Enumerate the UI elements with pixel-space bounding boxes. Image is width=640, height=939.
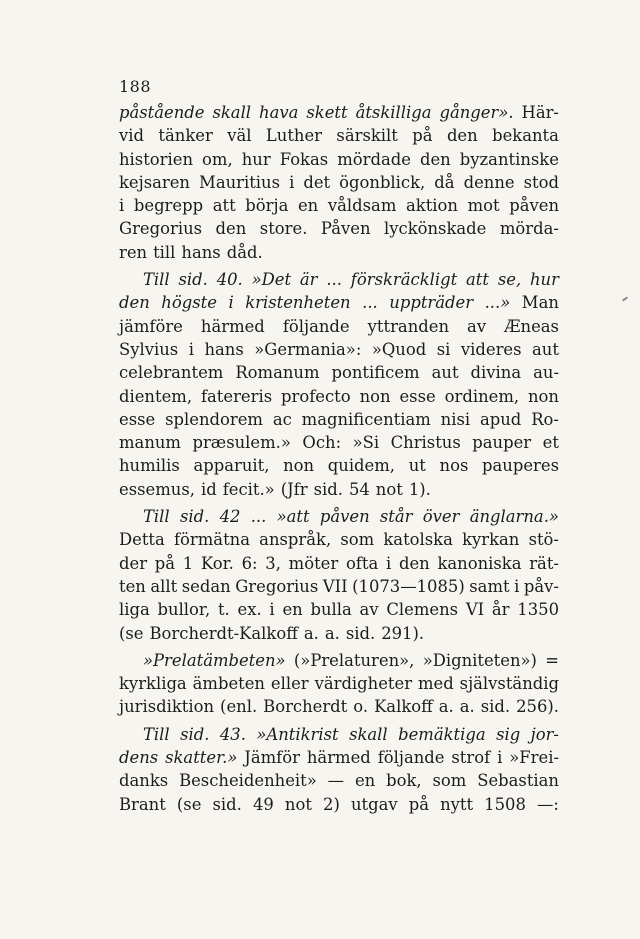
text-line: [119, 695, 559, 718]
word: 49: [252, 794, 274, 814]
word: Ro-: [531, 409, 559, 429]
word: tänker: [158, 126, 213, 146]
word: i: [514, 576, 520, 596]
word: Och:: [302, 433, 342, 453]
word: sid.: [313, 479, 343, 499]
word: præsulem.»: [192, 433, 291, 453]
word: aut: [532, 339, 559, 359]
word: på: [412, 126, 433, 146]
margin-mark: [622, 296, 628, 301]
word: liga: [119, 600, 150, 620]
italic-word: 42: [219, 507, 241, 527]
word: Borcherdt-Kalkoff: [149, 623, 298, 643]
word: nisi: [440, 409, 471, 429]
italic-word: Till: [143, 270, 170, 290]
word: a.: [324, 623, 340, 643]
italic-word: »Antikrist: [256, 724, 339, 744]
word: till: [153, 242, 176, 262]
word: år: [491, 600, 510, 620]
word: kanoniska: [437, 553, 522, 573]
word: o.: [353, 697, 369, 717]
word: bulla: [310, 600, 352, 620]
text-line: [119, 723, 559, 746]
text-line: [119, 552, 559, 575]
italic-word: förskräckligt: [350, 270, 458, 290]
word: stö-: [528, 530, 559, 550]
body-text: [119, 101, 559, 816]
word: ordinem,: [444, 386, 520, 406]
italic-word: sid.: [180, 724, 210, 744]
text-line: [119, 315, 559, 338]
italic-word: ...: [326, 270, 342, 290]
text-line: [119, 148, 559, 171]
italic-word: över: [422, 507, 460, 527]
text-line: [119, 431, 559, 454]
word: kejsaren: [119, 172, 190, 192]
word: ögonblick,: [339, 172, 426, 192]
word: ex.: [237, 600, 262, 620]
word: den: [215, 219, 247, 239]
italic-word: 43.: [219, 724, 246, 744]
word: en: [282, 600, 303, 620]
word: quidem,: [327, 456, 396, 476]
word: fatereris: [200, 386, 273, 406]
italic-word: sid.: [179, 507, 210, 527]
italic-word: Till: [143, 507, 170, 527]
word: ac: [272, 409, 292, 429]
italic-word: gånger».: [439, 103, 514, 122]
word: historien: [119, 149, 193, 169]
italic-word: hava: [259, 103, 299, 122]
italic-word: påstående: [119, 103, 205, 122]
word: danks: [119, 771, 169, 791]
word: Sylvius: [119, 339, 179, 359]
word: splendorem: [165, 409, 263, 429]
word: »Digniteten»): [422, 650, 537, 670]
italic-word: »att: [276, 507, 310, 527]
word: Borcherdt: [263, 697, 348, 717]
word: då: [434, 172, 455, 192]
word: et: [542, 433, 559, 453]
word: i: [385, 553, 392, 573]
word: (se: [119, 623, 144, 643]
word: 1350: [517, 600, 559, 620]
italic-word: ...: [362, 293, 378, 313]
text-line: [119, 575, 559, 598]
word: självständig: [459, 674, 559, 694]
italic-word: kristenheten: [245, 293, 351, 313]
word: store.: [259, 219, 308, 239]
word: anspråk,: [259, 530, 332, 550]
word: på: [154, 553, 176, 573]
italic-word: se,: [497, 270, 522, 290]
word: Kor.: [200, 553, 234, 573]
word: apud: [479, 409, 522, 429]
italic-word: den: [119, 293, 150, 313]
word: bok,: [386, 771, 422, 791]
word: not: [375, 479, 403, 499]
italic-word: sid.: [178, 270, 208, 290]
text-line: [119, 385, 559, 408]
word: esse: [119, 409, 156, 429]
word: non: [528, 386, 559, 406]
italic-word: att: [466, 270, 489, 290]
word: 54: [348, 479, 370, 499]
word: väl: [227, 126, 252, 146]
word: nytt: [440, 794, 474, 814]
word: bekanta: [492, 126, 559, 146]
word: profecto: [281, 386, 351, 406]
word: »Germania»:: [254, 339, 362, 359]
word: dientem,: [119, 386, 193, 406]
word: 1508: [484, 794, 526, 814]
italic-word: skett: [306, 103, 348, 122]
word: 256).: [516, 697, 559, 717]
word: utgav: [350, 794, 398, 814]
word: a.: [303, 623, 319, 643]
word: våldsam: [327, 196, 397, 216]
word: (se: [176, 794, 202, 814]
word: divina: [470, 363, 522, 383]
word: VI: [465, 600, 485, 620]
word: härmed: [200, 316, 265, 336]
italic-word: jor-: [530, 724, 559, 744]
word: hur: [241, 149, 271, 169]
word: lyckönskade: [384, 219, 487, 239]
text-block: [119, 72, 559, 816]
word: non: [283, 456, 315, 476]
word: samt: [469, 576, 510, 596]
word: allt: [150, 576, 178, 596]
word: der: [119, 553, 148, 573]
word: celebrantem: [119, 363, 224, 383]
italic-word: dens: [119, 748, 159, 768]
word: (enl.: [220, 697, 258, 717]
word: manum: [119, 433, 181, 453]
word: Jämför: [244, 748, 300, 768]
word: 291).: [381, 623, 425, 643]
text-line: [119, 241, 559, 264]
word: hans: [181, 242, 221, 262]
word: Kalkoff: [374, 697, 433, 717]
word: att: [212, 196, 236, 216]
italic-word: »Prelatämbeten»: [143, 650, 286, 670]
word: pauper: [472, 433, 532, 453]
text-line: [119, 478, 559, 501]
word: rät-: [529, 553, 559, 573]
word: 6:: [241, 553, 258, 573]
text-line: [119, 171, 559, 194]
word: 1: [182, 553, 194, 573]
word: magnificentiam: [301, 409, 431, 429]
italic-word: »Det: [251, 270, 292, 290]
word: bullor,: [157, 600, 211, 620]
word: värdigheter: [314, 674, 413, 694]
word: begrepp: [133, 196, 204, 216]
text-line: [119, 101, 559, 124]
word: den: [398, 553, 430, 573]
word: mörda-: [499, 219, 559, 239]
text-line: [119, 338, 559, 361]
word: not: [284, 794, 312, 814]
italic-word: i: [228, 293, 234, 313]
word: Gregorius: [119, 219, 203, 239]
word: Æneas: [504, 316, 559, 336]
word: som: [432, 771, 467, 791]
word: den: [446, 126, 478, 146]
word: 3,: [265, 553, 281, 573]
word: Detta: [119, 530, 165, 550]
italic-word: skall: [212, 103, 252, 122]
word: id: [200, 479, 217, 499]
text-line: [119, 194, 559, 217]
word: si: [436, 339, 451, 359]
word: (»Prelaturen»,: [293, 650, 415, 670]
word: ren: [119, 242, 148, 262]
word: av: [467, 316, 487, 336]
word: ut: [408, 456, 426, 476]
word: —: [327, 771, 345, 791]
text-line: [119, 793, 559, 816]
italic-word: änglarna.»: [469, 507, 559, 527]
word: Romanum: [235, 363, 320, 383]
italic-word: är: [299, 270, 318, 290]
word: denne: [463, 172, 515, 192]
word: esse: [399, 386, 436, 406]
word: stod: [523, 172, 559, 192]
word: följande: [282, 316, 350, 336]
italic-word: 40.: [216, 270, 243, 290]
word: Bescheidenheit»: [179, 771, 317, 791]
word: mot: [467, 196, 500, 216]
italic-word: påven: [319, 507, 370, 527]
word: i: [119, 196, 125, 216]
italic-word: skatter.»: [165, 748, 238, 768]
word: Sebastian: [477, 771, 559, 791]
word: sid.: [212, 794, 242, 814]
italic-word: uppträder: [389, 293, 474, 313]
word: »Frei-: [509, 748, 559, 768]
word: ofta: [345, 553, 379, 573]
word: i: [188, 339, 194, 359]
word: med: [417, 674, 454, 694]
word: pauperes: [482, 456, 559, 476]
word: a.: [459, 697, 475, 717]
word: förmätna: [173, 530, 250, 550]
word: av: [359, 600, 379, 620]
text-line: [119, 268, 559, 291]
word: kyrkliga: [119, 674, 187, 694]
word: —:: [536, 794, 559, 814]
text-line: [119, 454, 559, 477]
word: börja: [245, 196, 289, 216]
word: t.: [217, 600, 230, 620]
word: Fokas: [279, 149, 329, 169]
word: ten: [119, 576, 146, 596]
word: dåd.: [226, 242, 263, 262]
word: a.: [438, 697, 454, 717]
word: i: [269, 600, 275, 620]
word: (1073—1085): [352, 576, 465, 596]
text-line: [119, 217, 559, 240]
text-line: [119, 408, 559, 431]
word: apparuit,: [193, 456, 270, 476]
word: jämföre: [119, 316, 183, 336]
word: byzantinske: [459, 149, 559, 169]
word: aktion: [406, 196, 458, 216]
word: som: [340, 530, 375, 550]
word: 2): [323, 794, 340, 814]
word: nos: [439, 456, 469, 476]
italic-word: bemäktiga: [398, 724, 486, 744]
word: »Quod: [371, 339, 427, 359]
text-line: [119, 291, 559, 314]
word: strof: [451, 748, 491, 768]
word: »Si: [352, 433, 380, 453]
word: aut: [431, 363, 459, 383]
word: vid: [119, 126, 144, 146]
word: Här-: [521, 103, 559, 122]
italic-word: skall: [349, 724, 388, 744]
word: kyrkan: [462, 530, 520, 550]
word: en: [297, 196, 319, 216]
word: följande: [377, 748, 445, 768]
word: 1).: [408, 479, 431, 499]
word: pontificem: [331, 363, 420, 383]
word: au-: [533, 363, 559, 383]
word: möter: [288, 553, 339, 573]
word: videres: [460, 339, 522, 359]
word: påven: [509, 196, 559, 216]
word: yttranden: [367, 316, 450, 336]
word: i: [497, 748, 503, 768]
italic-word: åtskilliga: [355, 103, 432, 122]
text-line: [119, 649, 559, 672]
text-line: [119, 528, 559, 551]
word: på: [408, 794, 429, 814]
word: den: [419, 149, 451, 169]
italic-word: högste: [161, 293, 217, 313]
word: påv-: [523, 576, 559, 596]
word: Påven: [320, 219, 371, 239]
italic-word: Till: [143, 724, 170, 744]
word: Man: [521, 293, 559, 313]
text-line: [119, 124, 559, 147]
page-number: 188: [119, 77, 152, 96]
text-line: [119, 622, 559, 645]
word: fecit.»: [222, 479, 275, 499]
text-line: [119, 769, 559, 792]
word: Gregorius: [235, 576, 319, 596]
word: =: [545, 650, 559, 670]
word: non: [359, 386, 391, 406]
text-line: [119, 361, 559, 384]
word: sedan: [181, 576, 231, 596]
text-line: [119, 672, 559, 695]
word: humilis: [119, 456, 180, 476]
word: sid.: [345, 623, 376, 643]
word: Mauritius: [199, 172, 281, 192]
word: Luther: [265, 126, 323, 146]
text-line: [119, 746, 559, 769]
text-line: [119, 505, 559, 528]
word: särskilt: [336, 126, 398, 146]
word: Brant: [119, 794, 166, 814]
italic-word: sig: [496, 724, 521, 744]
word: essemus,: [119, 479, 195, 499]
word: VII: [322, 576, 348, 596]
italic-word: ...»: [484, 293, 511, 313]
word: härmed: [306, 748, 371, 768]
word: Christus: [390, 433, 461, 453]
word: i: [289, 172, 295, 192]
word: Clemens: [386, 600, 459, 620]
word: ämbeten: [192, 674, 265, 694]
italic-word: står: [379, 507, 413, 527]
text-line: [119, 598, 559, 621]
word: (Jfr: [280, 479, 308, 499]
word: mördade: [337, 149, 411, 169]
word: jurisdiktion: [119, 697, 215, 717]
italic-word: ...: [250, 507, 267, 527]
italic-word: hur: [529, 270, 559, 290]
word: sid.: [480, 697, 511, 717]
word: en: [354, 771, 376, 791]
word: eller: [270, 674, 309, 694]
word: hans: [204, 339, 244, 359]
word: om,: [202, 149, 233, 169]
word: det: [303, 172, 331, 192]
word: katolska: [383, 530, 453, 550]
